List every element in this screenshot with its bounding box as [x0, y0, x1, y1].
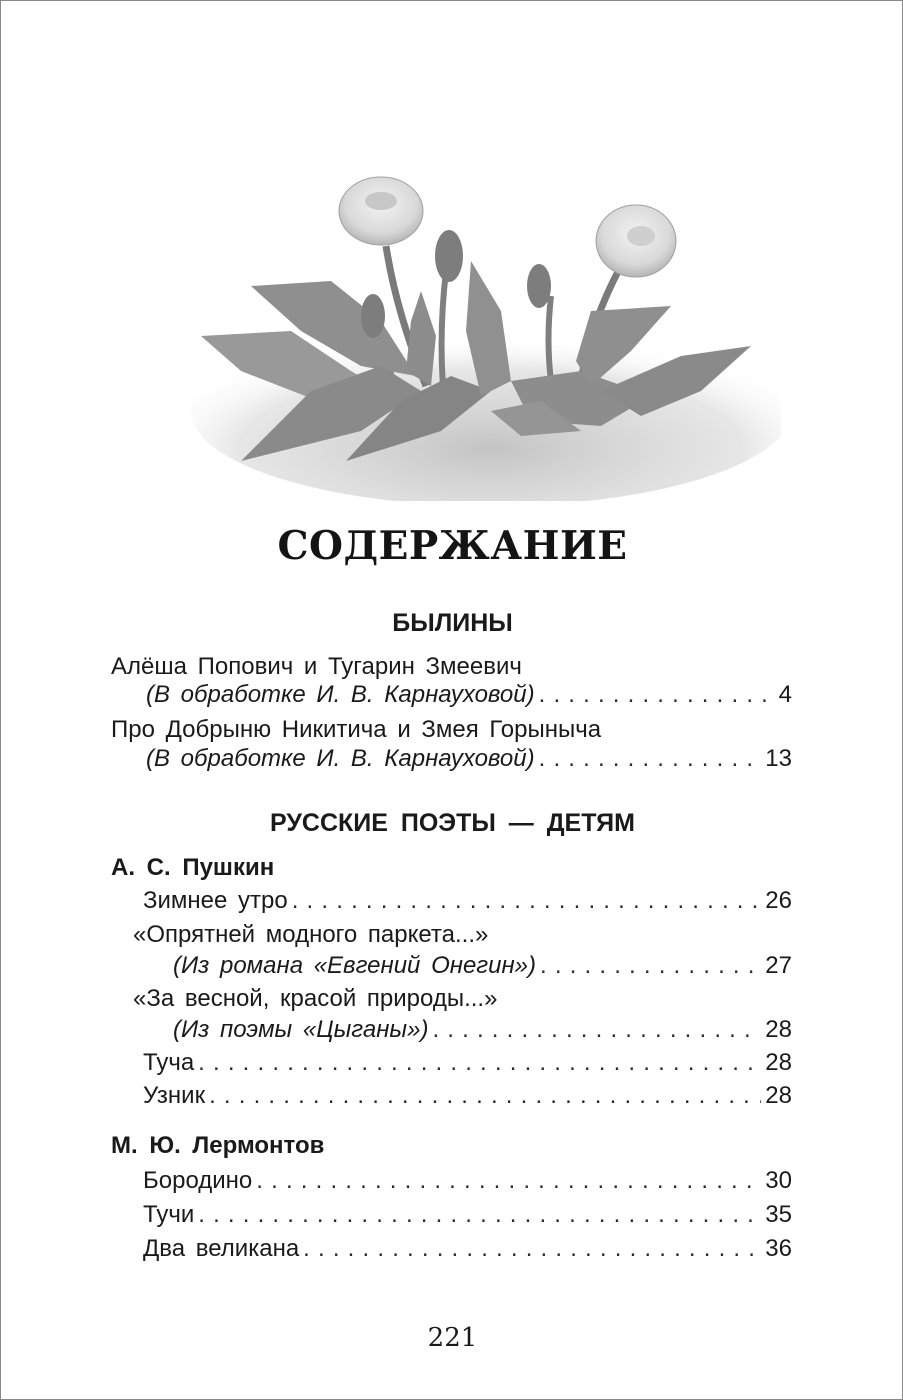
toc-entry-line[interactable] [173, 952, 792, 982]
author-heading: А. С. Пушкин [111, 854, 275, 881]
toc-entry-title: Бородино [143, 1167, 253, 1194]
toc-entry-title: Про Добрыню Никитича и Змея Горыныча [111, 716, 602, 743]
toc-entry-title: Туча [143, 1049, 195, 1076]
toc-page-number: 35 [765, 1201, 792, 1228]
toc-entry-subtitle: (Из романа «Евгений Онегин») [173, 952, 537, 979]
toc-entry-title: «Опрятней модного паркета...» [133, 921, 489, 948]
toc-entry-subtitle: (В обработке И. В. Карнауховой) [146, 681, 535, 708]
leader-dots [539, 681, 775, 709]
toc-entry-title: Зимнее утро [143, 887, 288, 914]
leader-dots [198, 1201, 761, 1229]
page-title: СОДЕРЖАНИЕ [277, 523, 628, 569]
leader-dots [540, 952, 761, 980]
leader-dots [539, 745, 762, 773]
toc-page-number: 4 [778, 681, 792, 708]
leader-dots [303, 1235, 761, 1263]
toc-entry-line[interactable] [143, 1235, 792, 1265]
toc-entry-title: Алёша Попович и Тугарин Змеевич [111, 653, 522, 680]
toc-page-number: 26 [765, 887, 792, 914]
toc-entry-line[interactable] [173, 1016, 792, 1046]
section-heading-byliny: БЫЛИНЫ [392, 609, 513, 637]
toc-entry-line[interactable] [143, 1167, 792, 1197]
toc-entry-line[interactable] [143, 887, 792, 917]
dandelion-illustration [181, 161, 781, 501]
toc-page-number: 28 [765, 1049, 792, 1076]
toc-entry-title: Узник [143, 1082, 206, 1109]
toc-entry-line[interactable] [146, 745, 792, 775]
toc-page-number: 13 [765, 745, 792, 772]
leader-dots [292, 887, 762, 915]
leader-dots [198, 1049, 761, 1077]
page-number: 221 [427, 1323, 478, 1353]
leader-dots [432, 1016, 761, 1044]
toc-entry-line[interactable] [143, 1049, 792, 1079]
toc-page-number: 30 [765, 1167, 792, 1194]
toc-page-number: 28 [765, 1082, 792, 1109]
toc-entry-title: Два великана [143, 1235, 300, 1262]
toc-entry-line[interactable] [146, 681, 792, 711]
toc-page-number: 36 [765, 1235, 792, 1262]
leader-dots [256, 1167, 761, 1195]
toc-entry-line[interactable] [143, 1201, 792, 1231]
toc-entry-subtitle: (Из поэмы «Цыганы») [173, 1016, 429, 1043]
toc-entry-title: «За весной, красой природы...» [133, 985, 498, 1012]
toc-entry-line[interactable] [143, 1082, 792, 1112]
leader-dots [209, 1082, 761, 1110]
toc-page-number: 28 [765, 1016, 792, 1043]
toc-entry-subtitle: (В обработке И. В. Карнауховой) [146, 745, 535, 772]
section-heading-russian-poets: РУССКИЕ ПОЭТЫ — ДЕТЯМ [270, 809, 635, 837]
toc-page-number: 27 [765, 952, 792, 979]
author-heading: М. Ю. Лермонтов [111, 1132, 325, 1159]
toc-entry-title: Тучи [143, 1201, 195, 1228]
